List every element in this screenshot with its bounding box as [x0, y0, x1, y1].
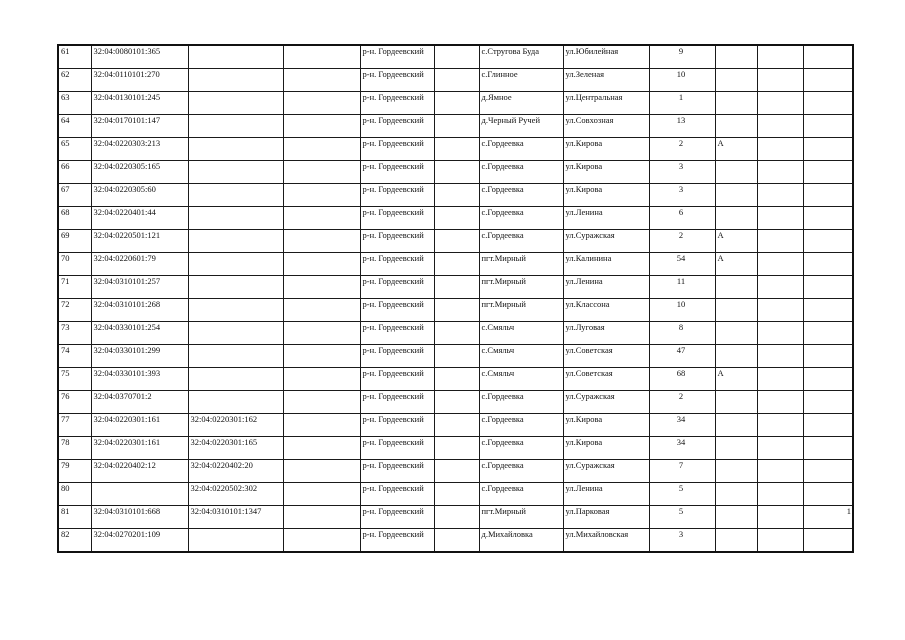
house-letter-cell — [715, 322, 757, 345]
cadastral-number-cell: 32:04:0310101:668 — [91, 506, 188, 529]
extra-value-cell — [803, 230, 853, 253]
district-cell: р-н. Гордеевский — [360, 483, 434, 506]
table-row — [58, 299, 853, 322]
empty-cell — [757, 138, 803, 161]
street-cell: ул.Совхозная — [563, 115, 649, 138]
locality-cell: с.Гордеевка — [479, 138, 563, 161]
house-number-cell: 3 — [649, 161, 715, 184]
related-cadastral-number-cell: 32:04:0220502:302 — [188, 483, 283, 506]
empty-cell — [757, 230, 803, 253]
house-letter-cell — [715, 69, 757, 92]
house-number-cell: 3 — [649, 529, 715, 553]
table-row — [58, 161, 853, 184]
extra-value-cell — [803, 529, 853, 553]
cadastral-number-cell: 32:04:0110101:270 — [91, 69, 188, 92]
related-cadastral-number-cell — [188, 138, 283, 161]
locality-cell: с.Смяльч — [479, 322, 563, 345]
street-cell: ул.Калинина — [563, 253, 649, 276]
locality-cell: с.Смяльч — [479, 345, 563, 368]
extra-value-cell — [803, 45, 853, 69]
house-number-cell: 8 — [649, 322, 715, 345]
locality-cell: с.Гордеевка — [479, 414, 563, 437]
house-letter-cell — [715, 207, 757, 230]
house-number-cell: 6 — [649, 207, 715, 230]
extra-value-cell — [803, 253, 853, 276]
street-cell: ул.Зеленая — [563, 69, 649, 92]
row-number-cell: 63 — [58, 92, 91, 115]
street-cell: ул.Юбилейная — [563, 45, 649, 69]
locality-cell: с.Гордеевка — [479, 207, 563, 230]
district-cell: р-н. Гордеевский — [360, 391, 434, 414]
row-number-cell: 69 — [58, 230, 91, 253]
district-cell: р-н. Гордеевский — [360, 69, 434, 92]
table-row — [58, 391, 853, 414]
street-cell: ул.Суражская — [563, 230, 649, 253]
empty-cell — [757, 529, 803, 553]
locality-cell: пгт.Мирный — [479, 253, 563, 276]
empty-cell — [283, 69, 360, 92]
house-number-cell: 3 — [649, 184, 715, 207]
empty-cell — [283, 529, 360, 553]
empty-cell — [757, 391, 803, 414]
locality-cell: пгт.Мирный — [479, 299, 563, 322]
table-row — [58, 322, 853, 345]
table-row — [58, 45, 853, 69]
cadastral-number-cell: 32:04:0220305:165 — [91, 161, 188, 184]
cadastral-number-cell: 32:04:0310101:257 — [91, 276, 188, 299]
house-number-cell: 1 — [649, 92, 715, 115]
district-cell: р-н. Гордеевский — [360, 161, 434, 184]
empty-cell — [757, 184, 803, 207]
table-row — [58, 184, 853, 207]
empty-cell — [283, 115, 360, 138]
related-cadastral-number-cell — [188, 92, 283, 115]
table-row — [58, 138, 853, 161]
empty-cell — [283, 345, 360, 368]
empty-cell — [283, 299, 360, 322]
extra-value-cell — [803, 437, 853, 460]
house-letter-cell — [715, 161, 757, 184]
house-number-cell: 11 — [649, 276, 715, 299]
house-letter-cell — [715, 437, 757, 460]
table-body — [58, 45, 853, 552]
table-row — [58, 92, 853, 115]
empty-cell — [283, 276, 360, 299]
extra-value-cell — [803, 207, 853, 230]
locality-cell: пгт.Мирный — [479, 506, 563, 529]
empty-cell — [757, 506, 803, 529]
related-cadastral-number-cell — [188, 253, 283, 276]
table-row — [58, 483, 853, 506]
district-cell: р-н. Гордеевский — [360, 207, 434, 230]
house-number-cell: 2 — [649, 138, 715, 161]
empty-cell — [757, 115, 803, 138]
locality-cell: с.Гордеевка — [479, 230, 563, 253]
empty-cell — [434, 483, 479, 506]
house-number-cell: 34 — [649, 414, 715, 437]
house-letter-cell — [715, 184, 757, 207]
house-letter-cell: А — [715, 253, 757, 276]
extra-value-cell — [803, 414, 853, 437]
empty-cell — [757, 437, 803, 460]
empty-cell — [434, 345, 479, 368]
empty-cell — [434, 506, 479, 529]
extra-value-cell — [803, 368, 853, 391]
empty-cell — [757, 207, 803, 230]
empty-cell — [757, 299, 803, 322]
related-cadastral-number-cell — [188, 207, 283, 230]
empty-cell — [283, 460, 360, 483]
district-cell: р-н. Гордеевский — [360, 138, 434, 161]
related-cadastral-number-cell — [188, 276, 283, 299]
empty-cell — [283, 45, 360, 69]
house-number-cell: 5 — [649, 483, 715, 506]
related-cadastral-number-cell — [188, 161, 283, 184]
locality-cell: с.Гордеевка — [479, 460, 563, 483]
cadastral-number-cell — [91, 483, 188, 506]
street-cell: ул.Кирова — [563, 184, 649, 207]
related-cadastral-number-cell — [188, 529, 283, 553]
house-letter-cell — [715, 529, 757, 553]
empty-cell — [757, 45, 803, 69]
house-letter-cell — [715, 391, 757, 414]
row-number-cell: 81 — [58, 506, 91, 529]
table-row — [58, 529, 853, 553]
row-number-cell: 77 — [58, 414, 91, 437]
locality-cell: д.Черный Ручей — [479, 115, 563, 138]
street-cell: ул.Луговая — [563, 322, 649, 345]
extra-value-cell — [803, 138, 853, 161]
related-cadastral-number-cell — [188, 368, 283, 391]
row-number-cell: 66 — [58, 161, 91, 184]
street-cell: ул.Михайловская — [563, 529, 649, 553]
empty-cell — [434, 322, 479, 345]
house-number-cell: 2 — [649, 230, 715, 253]
related-cadastral-number-cell: 32:04:0310101:1347 — [188, 506, 283, 529]
cadastral-number-cell: 32:04:0220501:121 — [91, 230, 188, 253]
district-cell: р-н. Гордеевский — [360, 253, 434, 276]
empty-cell — [757, 483, 803, 506]
empty-cell — [283, 138, 360, 161]
locality-cell: с.Смяльч — [479, 368, 563, 391]
house-letter-cell — [715, 92, 757, 115]
street-cell: ул.Советская — [563, 345, 649, 368]
extra-value-cell: 1 — [803, 506, 853, 529]
empty-cell — [434, 207, 479, 230]
locality-cell: с.Гордеевка — [479, 483, 563, 506]
row-number-cell: 67 — [58, 184, 91, 207]
empty-cell — [434, 69, 479, 92]
street-cell: ул.Кирова — [563, 161, 649, 184]
cadastral-number-cell: 32:04:0270201:109 — [91, 529, 188, 553]
table-row — [58, 69, 853, 92]
empty-cell — [283, 253, 360, 276]
extra-value-cell — [803, 69, 853, 92]
locality-cell: пгт.Мирный — [479, 276, 563, 299]
empty-cell — [757, 276, 803, 299]
table-row — [58, 506, 853, 529]
empty-cell — [434, 299, 479, 322]
empty-cell — [434, 45, 479, 69]
cadastral-number-cell: 32:04:0220601:79 — [91, 253, 188, 276]
empty-cell — [434, 230, 479, 253]
empty-cell — [757, 69, 803, 92]
house-number-cell: 47 — [649, 345, 715, 368]
row-number-cell: 65 — [58, 138, 91, 161]
district-cell: р-н. Гордеевский — [360, 299, 434, 322]
empty-cell — [283, 414, 360, 437]
extra-value-cell — [803, 276, 853, 299]
empty-cell — [283, 391, 360, 414]
empty-cell — [757, 92, 803, 115]
cadastral-number-cell: 32:04:0330101:299 — [91, 345, 188, 368]
house-letter-cell — [715, 483, 757, 506]
house-number-cell: 68 — [649, 368, 715, 391]
table-row — [58, 253, 853, 276]
street-cell: ул.Суражская — [563, 460, 649, 483]
street-cell: ул.Классона — [563, 299, 649, 322]
empty-cell — [434, 368, 479, 391]
extra-value-cell — [803, 483, 853, 506]
street-cell: ул.Парковая — [563, 506, 649, 529]
cadastral-number-cell: 32:04:0170101:147 — [91, 115, 188, 138]
district-cell: р-н. Гордеевский — [360, 45, 434, 69]
empty-cell — [757, 345, 803, 368]
locality-cell: д.Михайловка — [479, 529, 563, 553]
related-cadastral-number-cell — [188, 345, 283, 368]
district-cell: р-н. Гордеевский — [360, 184, 434, 207]
related-cadastral-number-cell: 32:04:0220301:165 — [188, 437, 283, 460]
house-letter-cell: А — [715, 368, 757, 391]
district-cell: р-н. Гордеевский — [360, 368, 434, 391]
row-number-cell: 76 — [58, 391, 91, 414]
district-cell: р-н. Гордеевский — [360, 92, 434, 115]
extra-value-cell — [803, 345, 853, 368]
street-cell: ул.Центральная — [563, 92, 649, 115]
empty-cell — [434, 437, 479, 460]
row-number-cell: 75 — [58, 368, 91, 391]
district-cell: р-н. Гордеевский — [360, 529, 434, 553]
table-row — [58, 460, 853, 483]
cadastral-number-cell: 32:04:0220401:44 — [91, 207, 188, 230]
cadastral-number-cell: 32:04:0220402:12 — [91, 460, 188, 483]
extra-value-cell — [803, 322, 853, 345]
empty-cell — [283, 92, 360, 115]
locality-cell: с.Гордеевка — [479, 184, 563, 207]
extra-value-cell — [803, 161, 853, 184]
cadastral-number-cell: 32:04:0220301:161 — [91, 437, 188, 460]
table-row — [58, 115, 853, 138]
table-row — [58, 207, 853, 230]
empty-cell — [757, 322, 803, 345]
table-row — [58, 414, 853, 437]
house-letter-cell — [715, 460, 757, 483]
extra-value-cell — [803, 391, 853, 414]
related-cadastral-number-cell — [188, 230, 283, 253]
related-cadastral-number-cell — [188, 322, 283, 345]
empty-cell — [434, 138, 479, 161]
row-number-cell: 80 — [58, 483, 91, 506]
house-number-cell: 10 — [649, 299, 715, 322]
empty-cell — [757, 368, 803, 391]
table-row — [58, 230, 853, 253]
empty-cell — [434, 391, 479, 414]
row-number-cell: 72 — [58, 299, 91, 322]
row-number-cell: 64 — [58, 115, 91, 138]
house-number-cell: 9 — [649, 45, 715, 69]
related-cadastral-number-cell — [188, 69, 283, 92]
street-cell: ул.Ленина — [563, 207, 649, 230]
house-number-cell: 54 — [649, 253, 715, 276]
locality-cell: с.Гордеевка — [479, 161, 563, 184]
cadastral-number-cell: 32:04:0310101:268 — [91, 299, 188, 322]
street-cell: ул.Ленина — [563, 483, 649, 506]
street-cell: ул.Кирова — [563, 414, 649, 437]
empty-cell — [757, 414, 803, 437]
extra-value-cell — [803, 92, 853, 115]
district-cell: р-н. Гордеевский — [360, 230, 434, 253]
row-number-cell: 61 — [58, 45, 91, 69]
property-registry-table — [57, 44, 854, 553]
locality-cell: с.Гордеевка — [479, 391, 563, 414]
locality-cell: д.Ямное — [479, 92, 563, 115]
empty-cell — [434, 276, 479, 299]
related-cadastral-number-cell — [188, 391, 283, 414]
cadastral-number-cell: 32:04:0220301:161 — [91, 414, 188, 437]
street-cell: ул.Ленина — [563, 276, 649, 299]
cadastral-number-cell: 32:04:0330101:393 — [91, 368, 188, 391]
empty-cell — [434, 414, 479, 437]
empty-cell — [283, 437, 360, 460]
row-number-cell: 82 — [58, 529, 91, 553]
row-number-cell: 68 — [58, 207, 91, 230]
house-letter-cell — [715, 299, 757, 322]
district-cell: р-н. Гордеевский — [360, 437, 434, 460]
empty-cell — [757, 460, 803, 483]
house-letter-cell: А — [715, 230, 757, 253]
house-number-cell: 5 — [649, 506, 715, 529]
empty-cell — [434, 92, 479, 115]
empty-cell — [434, 253, 479, 276]
empty-cell — [434, 460, 479, 483]
empty-cell — [283, 184, 360, 207]
row-number-cell: 74 — [58, 345, 91, 368]
house-number-cell: 7 — [649, 460, 715, 483]
empty-cell — [434, 184, 479, 207]
empty-cell — [283, 207, 360, 230]
cadastral-number-cell: 32:04:0220305:60 — [91, 184, 188, 207]
cadastral-number-cell: 32:04:0370701:2 — [91, 391, 188, 414]
related-cadastral-number-cell — [188, 184, 283, 207]
street-cell: ул.Советская — [563, 368, 649, 391]
house-number-cell: 13 — [649, 115, 715, 138]
empty-cell — [283, 161, 360, 184]
empty-cell — [434, 161, 479, 184]
house-letter-cell — [715, 414, 757, 437]
district-cell: р-н. Гордеевский — [360, 345, 434, 368]
row-number-cell: 70 — [58, 253, 91, 276]
house-letter-cell — [715, 506, 757, 529]
street-cell: ул.Кирова — [563, 138, 649, 161]
related-cadastral-number-cell: 32:04:0220301:162 — [188, 414, 283, 437]
row-number-cell: 78 — [58, 437, 91, 460]
empty-cell — [283, 506, 360, 529]
district-cell: р-н. Гордеевский — [360, 506, 434, 529]
district-cell: р-н. Гордеевский — [360, 276, 434, 299]
cadastral-number-cell: 32:04:0080101:365 — [91, 45, 188, 69]
district-cell: р-н. Гордеевский — [360, 460, 434, 483]
empty-cell — [283, 483, 360, 506]
extra-value-cell — [803, 184, 853, 207]
empty-cell — [283, 322, 360, 345]
document-page — [57, 44, 854, 553]
empty-cell — [283, 230, 360, 253]
related-cadastral-number-cell — [188, 115, 283, 138]
street-cell: ул.Суражская — [563, 391, 649, 414]
table-row — [58, 345, 853, 368]
row-number-cell: 62 — [58, 69, 91, 92]
locality-cell: с.Гордеевка — [479, 437, 563, 460]
empty-cell — [283, 368, 360, 391]
district-cell: р-н. Гордеевский — [360, 414, 434, 437]
cadastral-number-cell: 32:04:0220303:213 — [91, 138, 188, 161]
empty-cell — [757, 253, 803, 276]
related-cadastral-number-cell — [188, 299, 283, 322]
locality-cell: с.Стругова Буда — [479, 45, 563, 69]
street-cell: ул.Кирова — [563, 437, 649, 460]
house-letter-cell: А — [715, 138, 757, 161]
row-number-cell: 79 — [58, 460, 91, 483]
empty-cell — [757, 161, 803, 184]
house-letter-cell — [715, 345, 757, 368]
house-letter-cell — [715, 276, 757, 299]
house-number-cell: 10 — [649, 69, 715, 92]
empty-cell — [434, 529, 479, 553]
related-cadastral-number-cell — [188, 45, 283, 69]
cadastral-number-cell: 32:04:0330101:254 — [91, 322, 188, 345]
empty-cell — [434, 115, 479, 138]
extra-value-cell — [803, 460, 853, 483]
locality-cell: с.Глинное — [479, 69, 563, 92]
row-number-cell: 73 — [58, 322, 91, 345]
related-cadastral-number-cell: 32:04:0220402:20 — [188, 460, 283, 483]
table-row — [58, 437, 853, 460]
house-number-cell: 34 — [649, 437, 715, 460]
table-row — [58, 368, 853, 391]
district-cell: р-н. Гордеевский — [360, 115, 434, 138]
house-letter-cell — [715, 45, 757, 69]
row-number-cell: 71 — [58, 276, 91, 299]
table-row — [58, 276, 853, 299]
extra-value-cell — [803, 115, 853, 138]
cadastral-number-cell: 32:04:0130101:245 — [91, 92, 188, 115]
extra-value-cell — [803, 299, 853, 322]
house-letter-cell — [715, 115, 757, 138]
house-number-cell: 2 — [649, 391, 715, 414]
district-cell: р-н. Гордеевский — [360, 322, 434, 345]
